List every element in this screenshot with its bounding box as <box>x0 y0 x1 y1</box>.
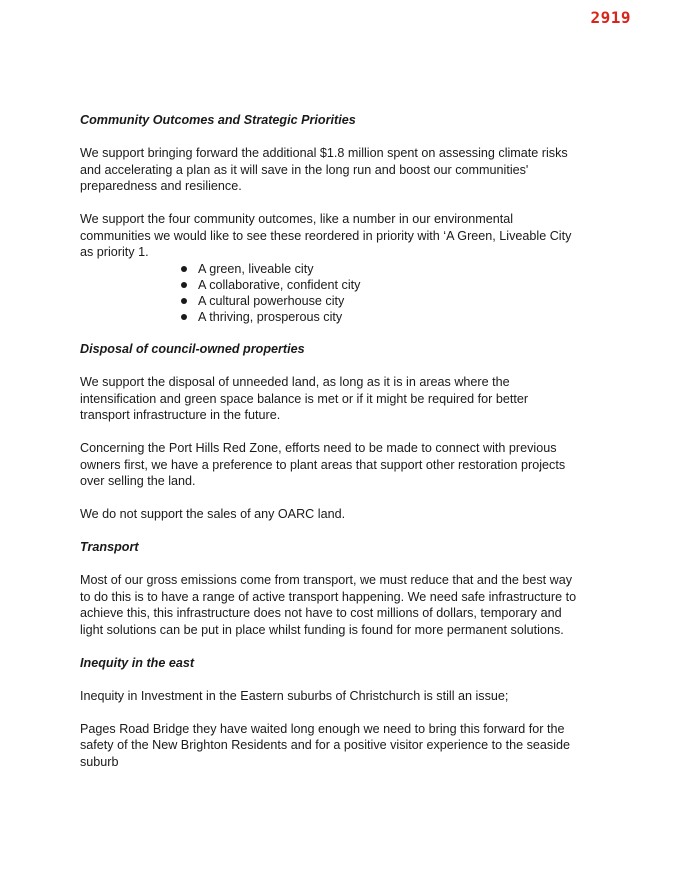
section-heading-disposal: Disposal of council-owned properties <box>80 342 305 356</box>
list-item: A thriving, prosperous city <box>177 309 580 325</box>
paragraph-unneeded-land: We support the disposal of unneeded land, as long as it is in areas where the intensification and green space balance is met or if it might be required for better transport infrastructure in the future. <box>80 375 529 422</box>
paragraph-climate-risks: We support bringing forward the additional $1.8 million spent on assessing climate risks and accelerating a plan as it will save in the long run and boost our communities' preparedness and resilience. <box>80 146 568 193</box>
paragraph-port-hills: Concerning the Port Hills Red Zone, efforts need to be made to connect with previous owners first, we have a preference to plant areas that support other restoration projects over selling the land. <box>80 441 566 488</box>
document-body <box>80 112 580 770</box>
list-item: A cultural powerhouse city <box>177 293 580 309</box>
paragraph-community-outcomes: We support the four community outcomes, like a number in our environmental communities we would like to see these reordered in priority with ‘A Green, Liveable City as priority 1. <box>80 212 572 259</box>
page-number: 2919 <box>590 8 631 27</box>
paragraph-inequity-investment: Inequity in Investment in the Eastern suburbs of Christchurch is still an issue; <box>80 688 509 703</box>
list-item: A collaborative, confident city <box>177 277 580 293</box>
section-heading-community-outcomes: Community Outcomes and Strategic Priorities <box>80 113 356 127</box>
community-outcomes-list <box>80 261 580 325</box>
section-heading-inequity: Inequity in the east <box>80 655 195 670</box>
paragraph-pages-road-bridge: Pages Road Bridge they have waited long enough we need to bring this forward for the safety of the New Brighton Residents and for a positive visitor experience to the seaside suburb <box>80 721 571 769</box>
list-item: A green, liveable city <box>177 261 580 277</box>
paragraph-oarc-land: We do not support the sales of any OARC land. <box>80 507 346 521</box>
paragraph-transport: Most of our gross emissions come from transport, we must reduce that and the best way to do this is to have a range of active transport happening. We need safe infrastructure to achieve this, this infrastructure does not have to cost millions of dollars, temporary and light solutions can be put in place whilst funding is found for more permanent solutions. <box>80 573 577 637</box>
section-heading-transport: Transport <box>80 540 139 554</box>
